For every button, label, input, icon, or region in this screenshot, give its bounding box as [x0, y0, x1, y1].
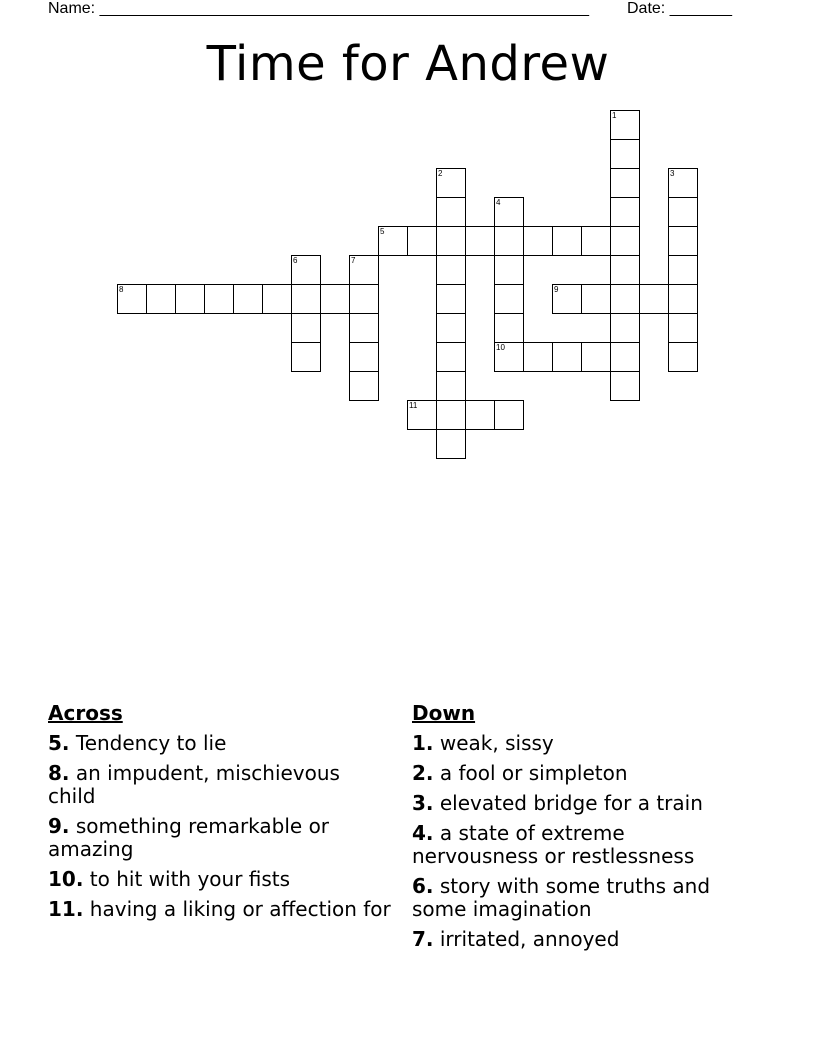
clue-number: 2.: [412, 761, 434, 785]
clue-text: elevated bridge for a train: [439, 791, 703, 815]
grid-cell[interactable]: [552, 342, 582, 372]
cell-number: 1: [612, 111, 617, 120]
grid-cell[interactable]: [349, 255, 379, 285]
grid-cell[interactable]: [668, 313, 698, 343]
clue-across-5: [48, 732, 393, 755]
grid-cell[interactable]: [291, 313, 321, 343]
cell-number: 2: [438, 169, 443, 178]
clue-text: irritated, annoyed: [439, 927, 620, 951]
cell-number: 6: [293, 256, 298, 265]
grid-cell[interactable]: [552, 284, 582, 314]
clue-across-8: [48, 762, 393, 808]
grid-cell[interactable]: [117, 284, 147, 314]
clue-number: 1.: [412, 731, 434, 755]
clue-down-7: [412, 928, 757, 951]
grid-cell[interactable]: [552, 226, 582, 256]
grid-cell[interactable]: [349, 371, 379, 401]
grid-cell[interactable]: [291, 255, 321, 285]
clue-text: a state of extreme nervousness or restlessness: [412, 821, 695, 868]
grid-cell[interactable]: [262, 284, 292, 314]
grid-cell[interactable]: [668, 197, 698, 227]
clue-down-6: [412, 875, 757, 921]
clue-across-9: [48, 815, 393, 861]
grid-cell[interactable]: [668, 255, 698, 285]
clue-down-1: [412, 732, 757, 755]
across-clues: [48, 702, 393, 928]
grid-cell[interactable]: [494, 313, 524, 343]
grid-cell[interactable]: [668, 168, 698, 198]
grid-cell[interactable]: [610, 371, 640, 401]
grid-cell[interactable]: [610, 255, 640, 285]
puzzle-title: Time for Andrew: [206, 36, 610, 92]
grid-cell[interactable]: [291, 342, 321, 372]
grid-cell[interactable]: [523, 226, 553, 256]
grid-cell[interactable]: [436, 226, 466, 256]
clue-down-4: [412, 822, 757, 868]
cell-number: 7: [351, 256, 356, 265]
grid-cell[interactable]: [581, 226, 611, 256]
cell-number: 9: [554, 285, 559, 294]
clue-down-2: [412, 762, 757, 785]
grid-cell[interactable]: [407, 226, 437, 256]
clue-text: an impudent, mischievous child: [48, 761, 340, 808]
cell-number: 3: [670, 169, 675, 178]
grid-cell[interactable]: [465, 400, 495, 430]
cell-number: 11: [409, 401, 418, 410]
clue-text: a fool or simpleton: [439, 761, 628, 785]
clue-text: something remarkable or amazing: [48, 814, 330, 861]
grid-cell[interactable]: [204, 284, 234, 314]
grid-cell[interactable]: [407, 400, 437, 430]
clue-text: having a liking or affection for: [89, 897, 391, 921]
clue-number: 7.: [412, 927, 434, 951]
name-field-label: Name: _______________________________________________________: [48, 0, 589, 17]
grid-cell[interactable]: [436, 168, 466, 198]
clue-number: 8.: [48, 761, 70, 785]
clue-number: 5.: [48, 731, 70, 755]
grid-cell[interactable]: [436, 255, 466, 285]
grid-cell[interactable]: [610, 168, 640, 198]
grid-cell[interactable]: [494, 284, 524, 314]
clue-text: weak, sissy: [439, 731, 554, 755]
grid-cell[interactable]: [436, 400, 466, 430]
clue-number: 4.: [412, 821, 434, 845]
date-field-label: Date: _______: [627, 0, 732, 17]
grid-cell[interactable]: [320, 284, 350, 314]
grid-cell[interactable]: [610, 342, 640, 372]
grid-cell[interactable]: [436, 197, 466, 227]
grid-cell[interactable]: [581, 284, 611, 314]
grid-cell[interactable]: [494, 226, 524, 256]
down-clues: [412, 702, 757, 958]
grid-cell[interactable]: [436, 342, 466, 372]
cell-number: 5: [380, 227, 385, 236]
clue-across-10: [48, 868, 393, 891]
grid-cell[interactable]: [436, 313, 466, 343]
grid-cell[interactable]: [465, 226, 495, 256]
clue-text: story with some truths and some imagination: [412, 874, 711, 921]
cell-number: 4: [496, 198, 501, 207]
grid-cell[interactable]: [349, 284, 379, 314]
clue-text: to hit with your fists: [89, 867, 291, 891]
grid-cell[interactable]: [581, 342, 611, 372]
grid-cell[interactable]: [610, 110, 640, 140]
crossword-grid: [0, 0, 816, 470]
grid-cell[interactable]: [523, 342, 553, 372]
grid-cell[interactable]: [291, 284, 321, 314]
grid-cell[interactable]: [610, 284, 640, 314]
grid-cell[interactable]: [494, 197, 524, 227]
grid-cell[interactable]: [610, 139, 640, 169]
grid-cell[interactable]: [494, 342, 524, 372]
grid-cell[interactable]: [436, 371, 466, 401]
clue-across-11: [48, 898, 393, 921]
grid-cell[interactable]: [436, 284, 466, 314]
clue-number: 3.: [412, 791, 434, 815]
grid-cell[interactable]: [494, 255, 524, 285]
grid-cell[interactable]: [349, 342, 379, 372]
across-heading: Across: [48, 701, 123, 725]
grid-cell[interactable]: [233, 284, 263, 314]
grid-cell[interactable]: [349, 313, 379, 343]
clue-number: 11.: [48, 897, 84, 921]
grid-cell[interactable]: [668, 226, 698, 256]
grid-cell[interactable]: [610, 313, 640, 343]
grid-cell[interactable]: [175, 284, 205, 314]
clue-number: 6.: [412, 874, 434, 898]
grid-cell[interactable]: [668, 284, 698, 314]
clue-number: 10.: [48, 867, 84, 891]
grid-cell[interactable]: [436, 429, 466, 459]
grid-cell[interactable]: [494, 400, 524, 430]
down-heading: Down: [412, 701, 476, 725]
grid-cell[interactable]: [378, 226, 408, 256]
grid-cell[interactable]: [146, 284, 176, 314]
clue-number: 9.: [48, 814, 70, 838]
grid-cell[interactable]: [639, 284, 669, 314]
grid-cell[interactable]: [668, 342, 698, 372]
clue-text: Tendency to lie: [75, 731, 227, 755]
grid-cell[interactable]: [610, 197, 640, 227]
cell-number: 10: [496, 343, 505, 352]
cell-number: 8: [119, 285, 124, 294]
clue-down-3: [412, 792, 757, 815]
grid-cell[interactable]: [610, 226, 640, 256]
